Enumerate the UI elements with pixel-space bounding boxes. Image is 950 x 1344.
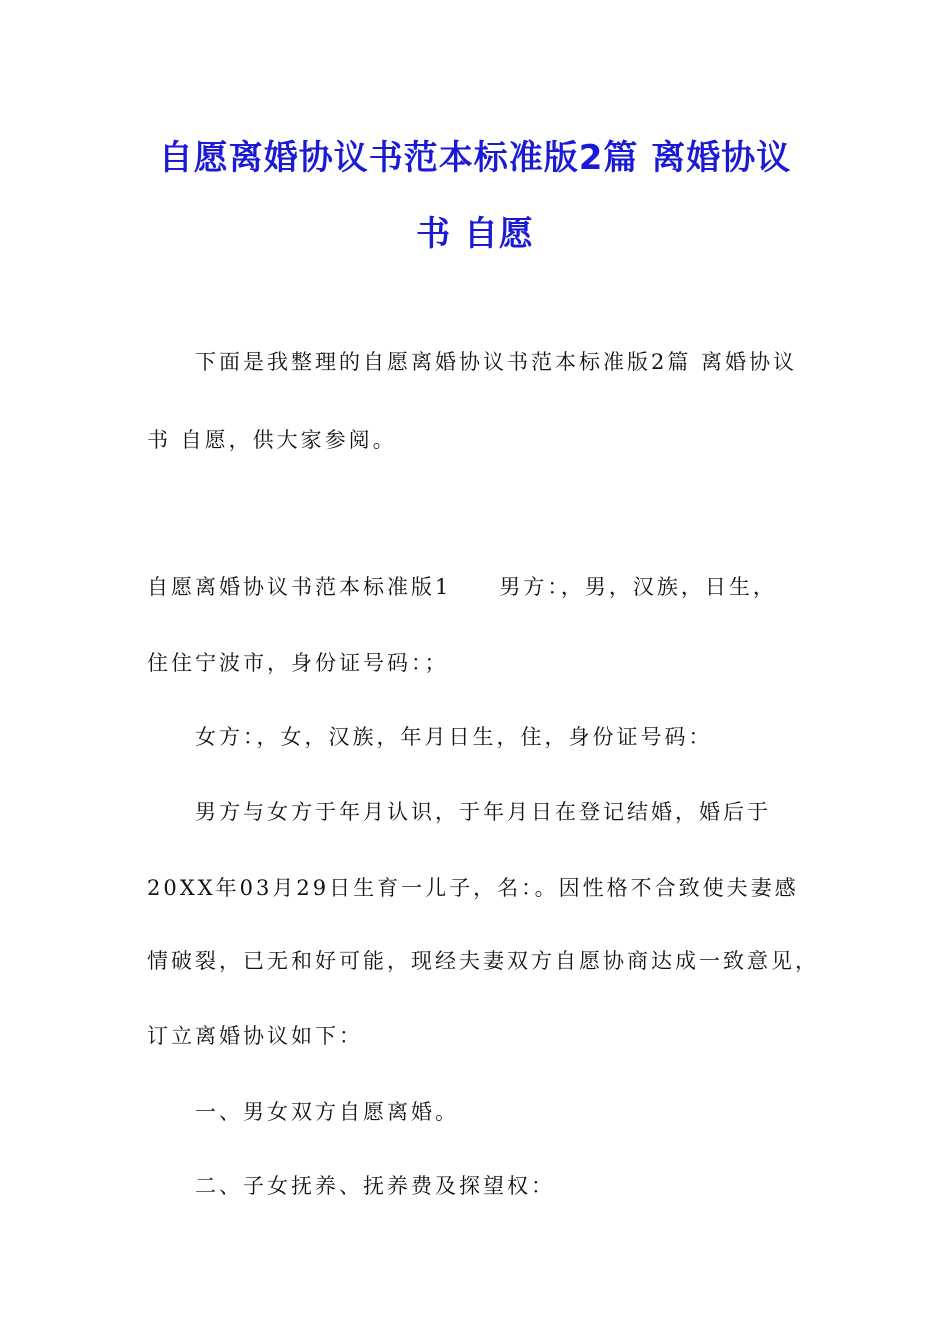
body-paragraph-line-4: 订立离婚协议如下：: [147, 1024, 363, 1048]
male-party-info-line: 住住宁波市，身份证号码：；: [147, 651, 449, 675]
female-party-info-line: 女方：，女，汉族，年月日生，住，身份证号码：: [195, 725, 713, 749]
body-paragraph-line-2: 20XX年03月29日生育一儿子，名：。因性格不合致使夫妻感: [147, 876, 799, 900]
clause-two: 二、子女抚养、抚养费及探望权：: [195, 1174, 555, 1198]
body-paragraph-line-3: 情破裂，已无和好可能，现经夫妻双方自愿协商达成一致意见，: [147, 949, 819, 973]
body-paragraph-line-1: 男方与女方于年月认识，于年月日在登记结婚，婚后于: [195, 800, 771, 824]
section-heading-line: 自愿离婚协议书范本标准版1 男方：，男，汉族，日生，: [147, 575, 777, 599]
intro-paragraph-line-1: 下面是我整理的自愿离婚协议书范本标准版2篇 离婚协议: [195, 350, 798, 374]
document-title-line-1: 自愿离婚协议书范本标准版2篇 离婚协议: [158, 138, 792, 178]
clause-one: 一、男女双方自愿离婚。: [195, 1100, 459, 1124]
intro-paragraph-line-2: 书 自愿，供大家参阅。: [147, 428, 397, 452]
document-title-line-2: 书 自愿: [416, 214, 534, 254]
